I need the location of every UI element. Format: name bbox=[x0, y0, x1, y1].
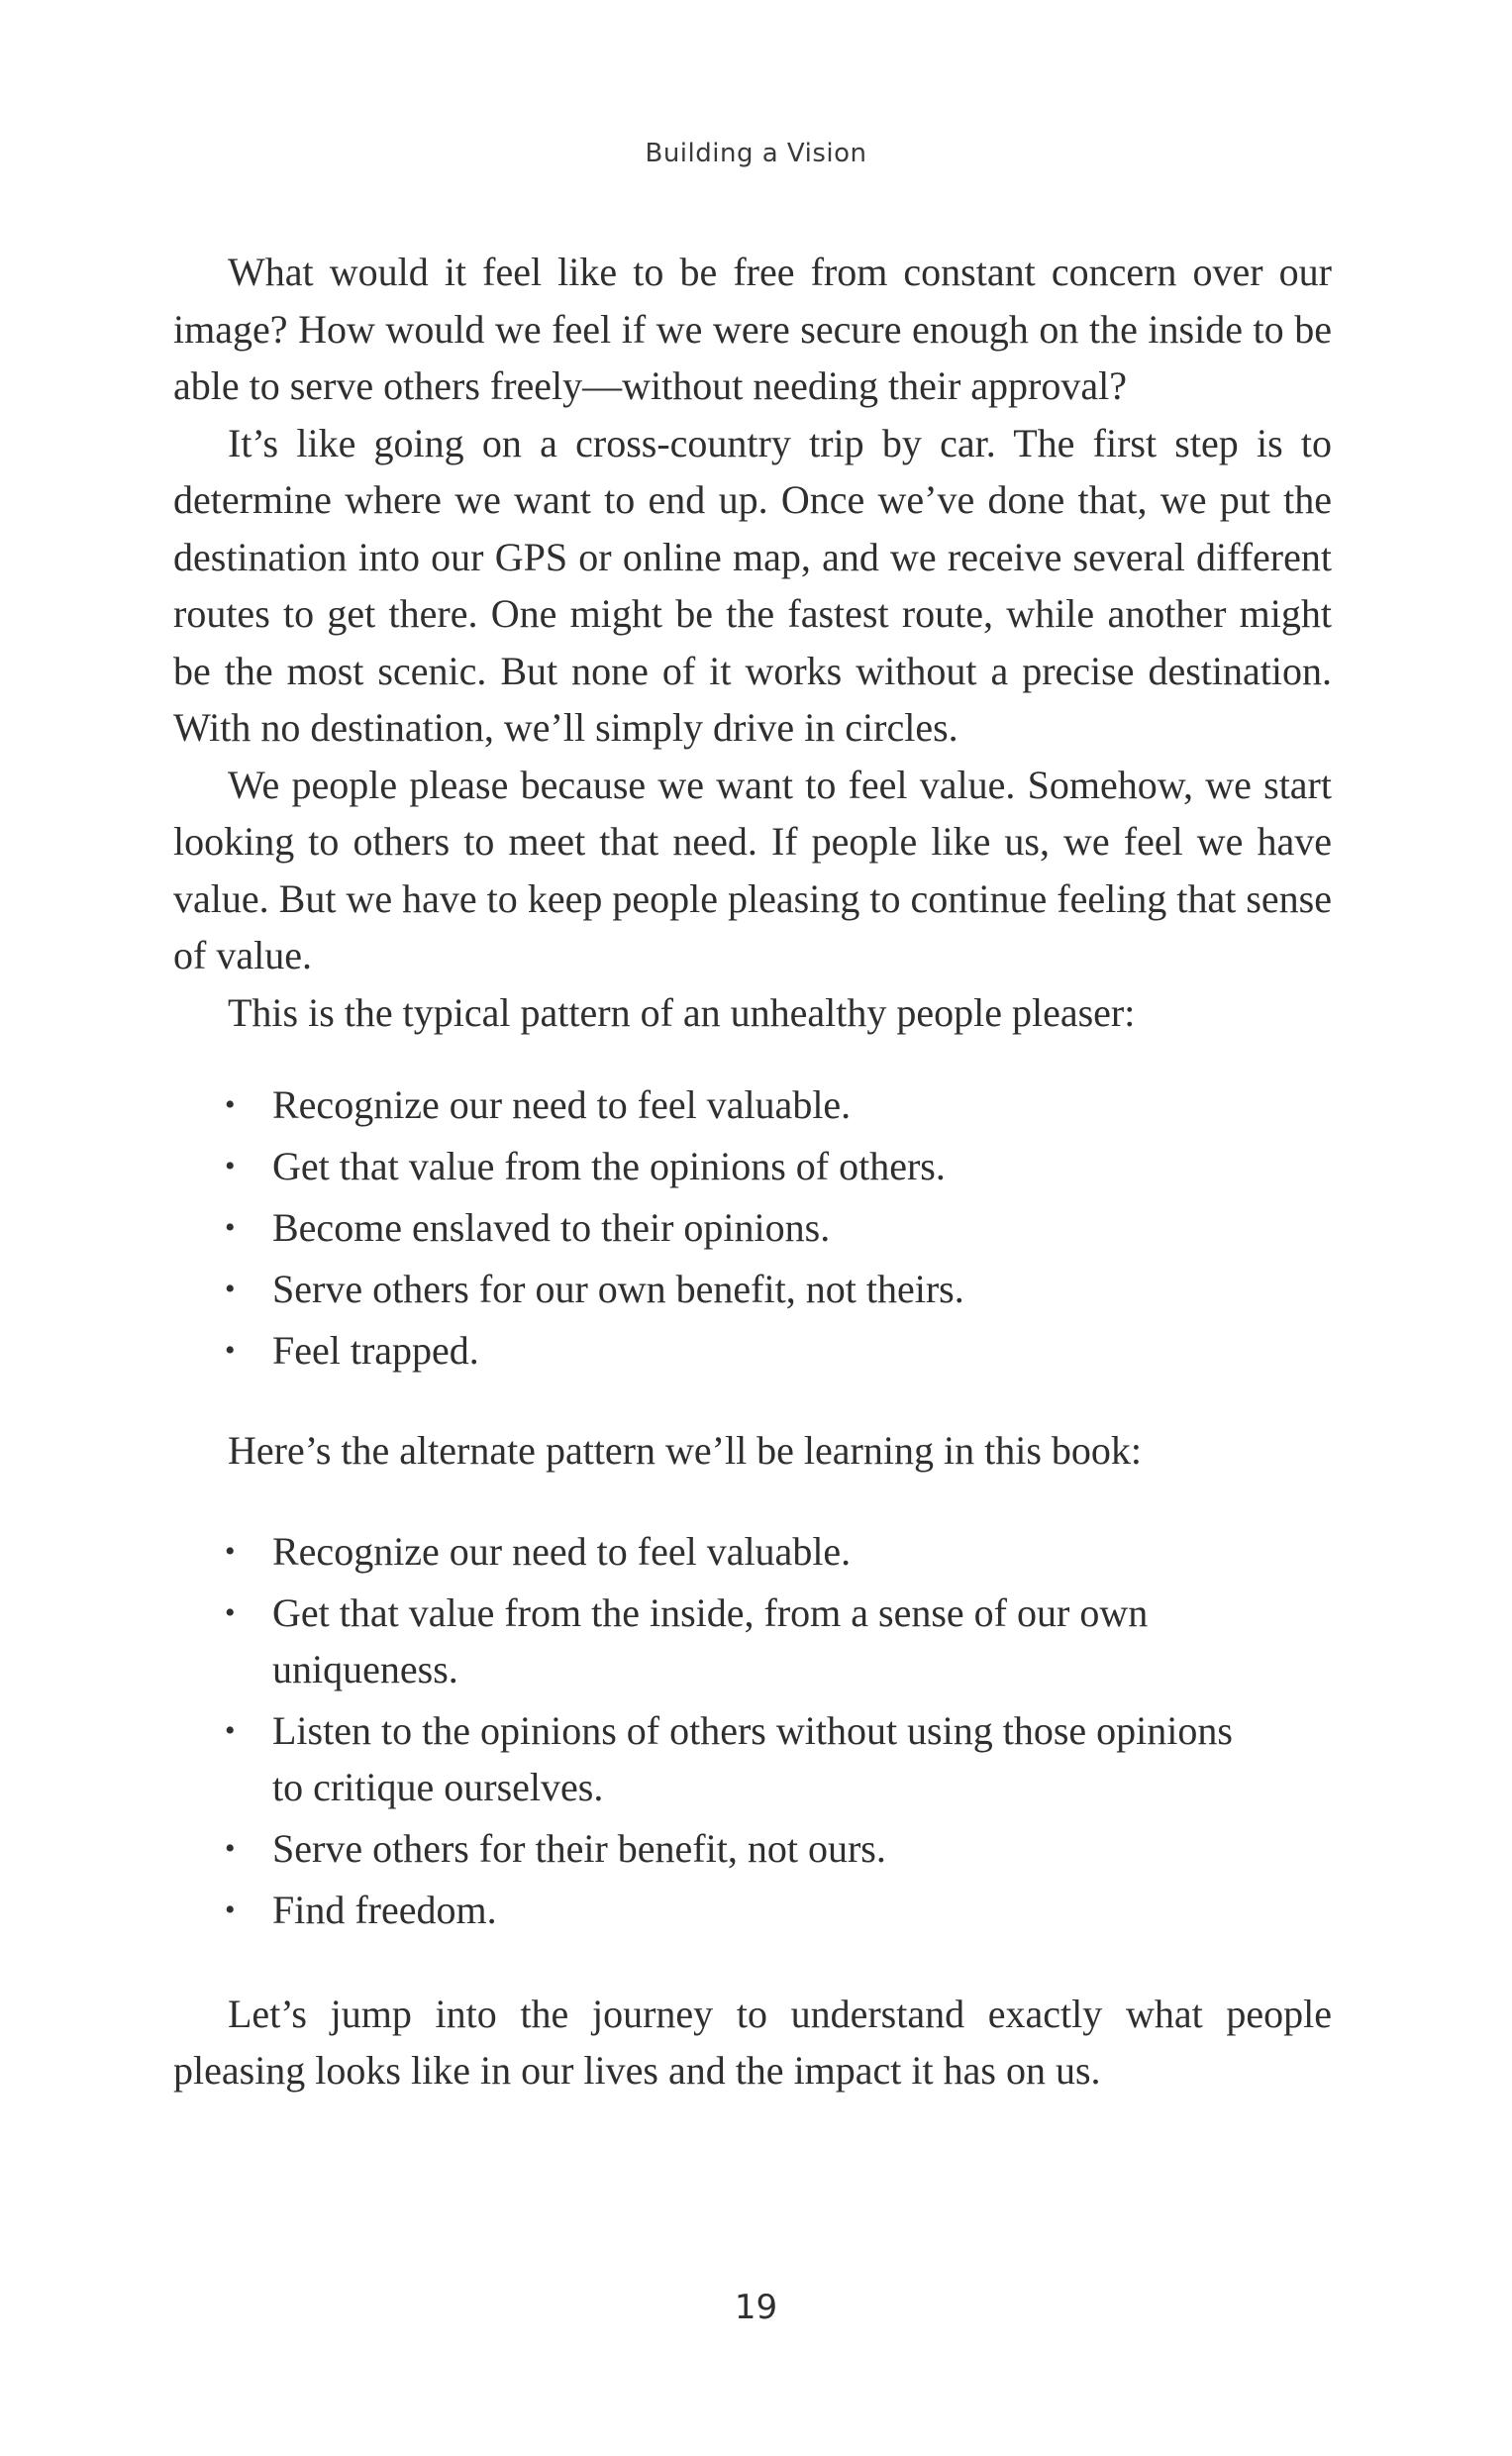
paragraph-typical-pattern-intro: This is the typical pattern of an unhealthy people pleaser: bbox=[228, 989, 1136, 1035]
bullet-icon: • bbox=[225, 1534, 236, 1568]
list-item-text: Become enslaved to their opinions. bbox=[272, 1205, 831, 1250]
bullet-icon: • bbox=[225, 1831, 236, 1865]
paragraph-image-concern: What would it feel like to be free from constant concern over our image? How would we feel if we were secure enough on the inside to be able to serve others freely—without needing their approval? bbox=[173, 250, 1332, 408]
paragraph-feel-value: We people please because we want to feel value. Somehow, we start looking to others to meet that need. If people like us, we feel we have value. But we have to keep people pleasing to continue feeling that sense of value. bbox=[173, 762, 1332, 977]
bullet-icon: • bbox=[225, 1150, 236, 1182]
list-item-text: Get that value from the opinions of others. bbox=[272, 1144, 946, 1188]
paragraph-alternate-pattern-intro: Here’s the alternate pattern we’ll be learning in this book: bbox=[228, 1428, 1143, 1473]
bullet-icon: • bbox=[225, 1211, 236, 1244]
list-item bbox=[173, 1261, 1332, 1317]
bullet-icon: • bbox=[225, 1088, 236, 1121]
list-item bbox=[173, 1820, 1332, 1877]
list-item-text: Listen to the opinions of others without using those opinions to critique ourselves. bbox=[272, 1707, 1233, 1809]
list-item bbox=[173, 1076, 1332, 1133]
list-item bbox=[173, 1199, 1332, 1256]
running-head: Building a Vision bbox=[645, 139, 867, 168]
bullet-icon: • bbox=[225, 1713, 236, 1747]
list-item bbox=[173, 1322, 1332, 1379]
paragraph-journey: Let’s jump into the journey to understand exactly what people pleasing looks like in our lives and the impact it has on us. bbox=[173, 1991, 1332, 2093]
list-item bbox=[173, 1585, 1332, 1697]
page-body bbox=[173, 244, 1332, 2099]
list-item-text: Recognize our need to feel valuable. bbox=[272, 1082, 852, 1127]
list-item-text: Serve others for their benefit, not ours. bbox=[272, 1825, 886, 1871]
alternate-pattern-list bbox=[173, 1523, 1332, 1938]
bullet-icon: • bbox=[225, 1334, 236, 1367]
list-item bbox=[173, 1523, 1332, 1580]
list-item-text: Recognize our need to feel valuable. bbox=[272, 1528, 852, 1574]
bullet-icon: • bbox=[225, 1595, 236, 1629]
bullet-icon: • bbox=[225, 1893, 236, 1926]
list-item bbox=[173, 1882, 1332, 1938]
list-item bbox=[173, 1138, 1332, 1194]
list-item-text: Serve others for our own benefit, not theirs. bbox=[272, 1267, 964, 1311]
page-number: 19 bbox=[734, 2288, 778, 2327]
list-item-text: Feel trapped. bbox=[272, 1328, 479, 1373]
paragraph-road-trip: It’s like going on a cross-country trip by car. The first step is to determine where we want to end up. Once we’ve done that, we put the destination into our GPS or online map, and we receive several different routes to get there. One might be the fastest route, while another might be the most scenic. But none of it works without a precise destination. With no destination, we’ll simply drive in circles. bbox=[173, 420, 1332, 750]
unhealthy-pattern-list bbox=[173, 1076, 1332, 1379]
bullet-icon: • bbox=[225, 1273, 236, 1305]
list-item-text: Get that value from the inside, from a sense of our own uniqueness. bbox=[272, 1589, 1149, 1691]
list-item-text: Find freedom. bbox=[272, 1887, 497, 1932]
list-item bbox=[173, 1702, 1332, 1815]
